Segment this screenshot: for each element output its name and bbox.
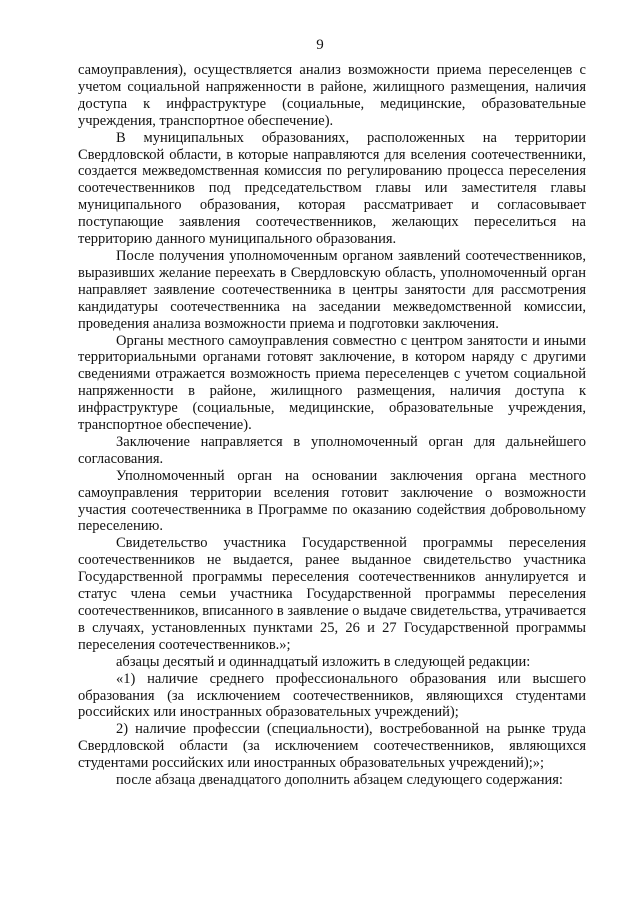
paragraph: после абзаца двенадцатого дополнить абзацем следующего содержания: <box>116 772 563 789</box>
paragraph: Заключение направляется в уполномоченный орган для дальнейшего согласования. <box>78 433 586 467</box>
paragraph: После получения уполномоченным органом заявлений соотечественников, выразивших желание переехать в Свердловскую область, уполномоченный орган направляет заявление соотечественника в центры занятости для рассмотрения кандидатуры соотечественника на заседании межведомственной комиссии, проведения анализа возможности приема и подготовки заключения. <box>78 247 586 332</box>
page-number: 9 <box>316 37 324 53</box>
paragraph: Органы местного самоуправления совместно с центром занятости и иными территориальными органами готовят заключение, в котором наряду с другими сведениями отражается возможность приема переселенцев с учетом социальной напряженности в районе, жилищного размещения, наличия доступа к инфраструктуре (социальные, медицинские, образовательные учреждения, транспортное обеспечение). <box>78 332 586 434</box>
paragraph: Уполномоченный орган на основании заключения органа местного самоуправления территории вселения готовит заключение о возможности участия соотечественника в Программе по оказанию содействия добровольному переселению. <box>78 467 586 535</box>
list-item-paragraph: 2) наличие профессии (специальности), востребованной на рынке труда Свердловской области (за исключением соотечественников, являющихся студентами российских или иностранных образовательных учреждений);»; <box>78 721 586 772</box>
paragraph: Свидетельство участника Государственной программы переселения соотечественников не выдается, ранее выданное свидетельство участника Государственной программы переселения соотечественников аннулируется и статус члена семьи участника Государственной программы переселения соотечественников, вписанного в заявление о выдаче свидетельства, утрачивается в случаях, установленных пунктами 25, 26 и 27 Государственной программы переселения соотечественников.»; <box>78 535 586 653</box>
paragraph: абзацы десятый и одиннадцатый изложить в следующей редакции: <box>116 653 531 670</box>
document-body <box>78 62 586 789</box>
list-item-paragraph: «1) наличие среднего профессионального образования или высшего образования (за исключением соотечественников, являющихся студентами российских или иностранных образовательных учреждений); <box>78 670 586 721</box>
paragraph: В муниципальных образованиях, расположенных на территории Свердловской области, в которые направляются для вселения соотечественники, создается межведомственная комиссия по регулированию процесса переселения соотечественников под председательством главы или заместителя главы муниципального образования, которая рассматривает и согласовывает поступающие заявления соотечественников, желающих переселиться на территорию данного муниципального образования. <box>78 129 586 248</box>
paragraph: самоуправления), осуществляется анализ возможности приема переселенцев с учетом социальной напряженности в районе, жилищного размещения, наличия доступа к инфраструктуре (социальные, медицинские, образовательные учреждения, транспортное обеспечение). <box>78 62 586 129</box>
